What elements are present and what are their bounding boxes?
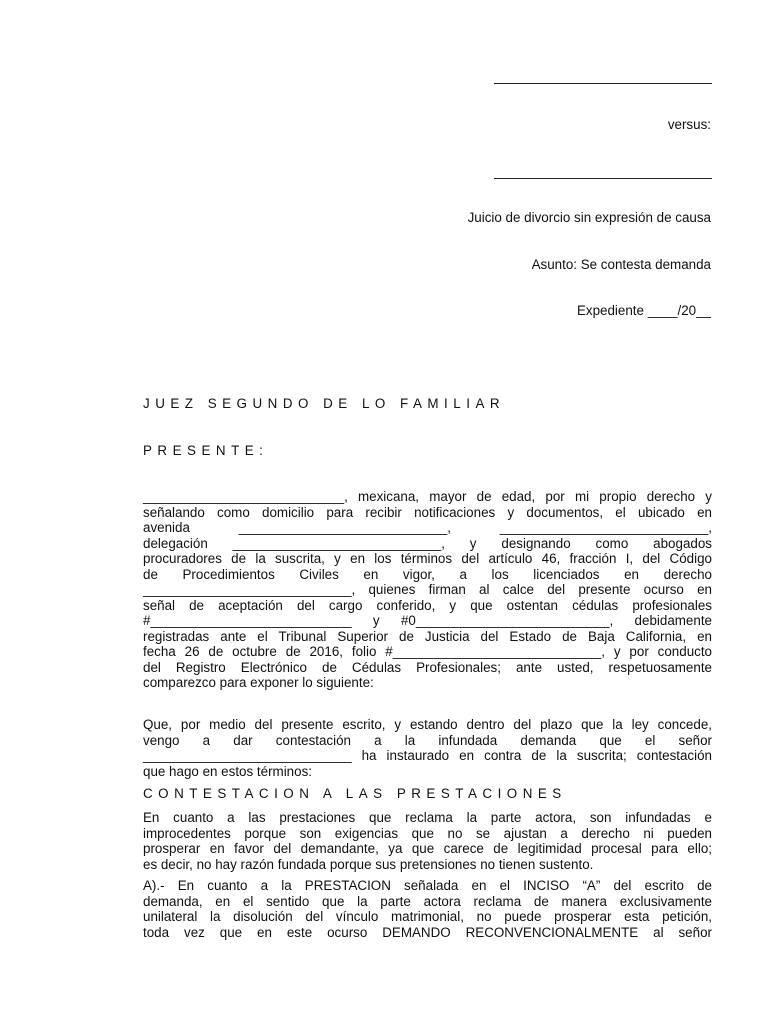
subject-line: Asunto: Se contesta demanda bbox=[531, 257, 711, 272]
paragraph-line: demanda, en el sentido que la parte actora reclama de manera exclusivamente bbox=[143, 893, 712, 909]
present-label: PRESENTE: bbox=[143, 443, 269, 458]
paragraph-line: Que, por medio del presente escrito, y estando dentro del plazo que la ley concede, bbox=[143, 717, 712, 732]
paragraph-line: ____________________________, quienes firman al calce del presente ocurso en bbox=[143, 582, 712, 597]
plaintiff-blank-line bbox=[494, 83, 712, 84]
paragraph-line: ___________________________, mexicana, mayor de edad, por mi propio derecho y bbox=[143, 489, 712, 504]
paragraph-line: procuradores de la suscrita, y en los términos del artículo 46, fracción I, del Código bbox=[143, 551, 712, 566]
paragraph-line: improcedentes porque son exigencias que no se ajustan a derecho ni pueden bbox=[143, 825, 712, 841]
paragraph-line: de Procedimientos Civiles en vigor, a los licenciados en derecho bbox=[143, 566, 712, 582]
paragraph-line: comparezco para exponer lo siguiente: bbox=[143, 675, 374, 690]
paragraph-line: delegación ____________________________, y designando como abogados bbox=[143, 535, 712, 551]
versus-label: versus: bbox=[667, 117, 711, 132]
section-heading: CONTESTACION A LAS PRESTACIONES bbox=[143, 786, 567, 801]
paragraph-line: unilateral la disolución del vínculo matrimonial, no puede prosperar esta petición, bbox=[143, 909, 712, 924]
file-number: Expediente ____/20__ bbox=[576, 303, 711, 318]
paragraph-line: toda vez que en este ocurso DEMANDO RECONVENCIONALMENTE al señor bbox=[143, 924, 712, 940]
paragraph-line: avenida ____________________________, ____________________________, bbox=[143, 520, 712, 535]
paragraph-line: fecha 26 de octubre de 2016, folio #____________________________, y por conducto bbox=[143, 644, 712, 659]
paragraph-line: señal de aceptación del cargo conferido, y que ostentan cédulas profesionales bbox=[143, 597, 712, 613]
claims-paragraph bbox=[143, 810, 712, 872]
item-a-paragraph bbox=[143, 878, 712, 940]
answer-paragraph bbox=[143, 717, 712, 779]
paragraph-line: del Registro Electrónico de Cédulas Profesionales; ante usted, respetuosamente bbox=[143, 659, 712, 675]
paragraph-line: ____________________________ ha instaurado en contra de la suscrita; contestación bbox=[143, 748, 712, 763]
paragraph-line: que hago en estos términos: bbox=[143, 763, 312, 779]
case-type: Juicio de divorcio sin expresión de causa bbox=[467, 210, 711, 225]
paragraph-line: A).- En cuanto a la PRESTACION señalada en el INCISO “A” del escrito de bbox=[143, 878, 712, 893]
paragraph-line: señalando como domicilio para recibir notificaciones y documentos, el ubicado en bbox=[143, 504, 712, 520]
intro-paragraph bbox=[143, 489, 712, 691]
paragraph-line: vengo a dar contestación a la infundada demanda que el señor bbox=[143, 732, 712, 748]
paragraph-line: #___________________________ y #0__________________________, debidamente bbox=[143, 613, 712, 628]
defendant-blank-line bbox=[494, 178, 712, 179]
paragraph-line: En cuanto a las prestaciones que reclama la parte actora, son infundadas e bbox=[143, 810, 712, 825]
paragraph-line: es decir, no hay razón fundada porque sus pretensiones no tienen sustento. bbox=[143, 856, 594, 872]
paragraph-line: registradas ante el Tribunal Superior de Justicia del Estado de Baja California, en bbox=[143, 628, 712, 644]
judge-addressee: JUEZ SEGUNDO DE LO FAMILIAR bbox=[143, 396, 506, 411]
paragraph-line: prosperar en favor del demandante, ya que carece de legitimidad procesal para ello; bbox=[143, 841, 712, 856]
